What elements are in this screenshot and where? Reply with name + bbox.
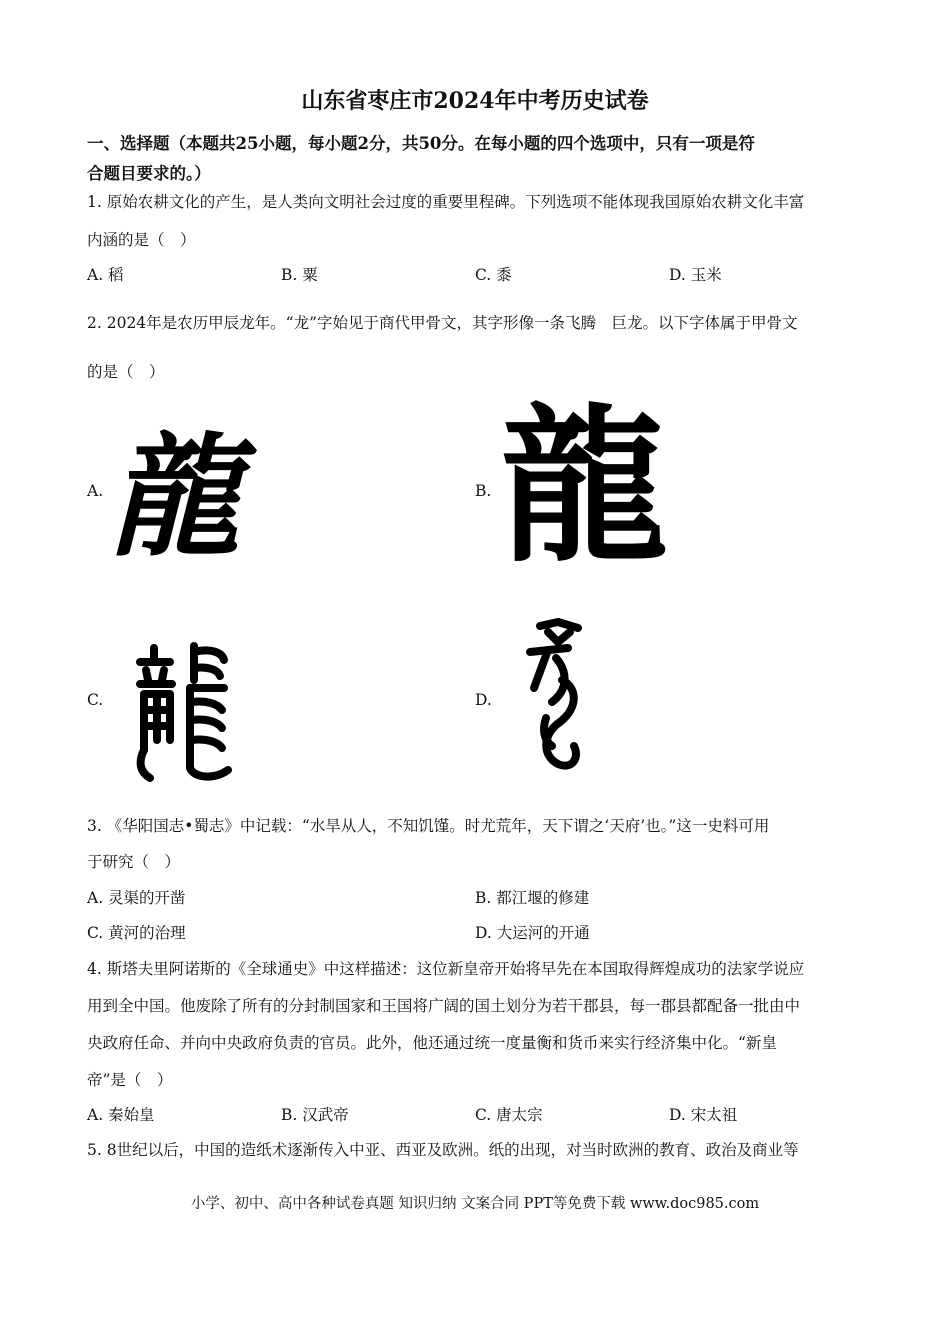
- q2-glyph-c-seal-script-image: [132, 640, 238, 785]
- q2-option-b-label: B.: [475, 482, 492, 500]
- q2-glyph-a: 龍: [108, 421, 240, 575]
- q4-stem-line4: 帝”是（ ）: [87, 1071, 173, 1089]
- q4-option-c: C. 唐太宗: [475, 1106, 543, 1124]
- q2-option-a-label: A.: [87, 482, 104, 500]
- section-heading-line2: 合题目要求的。）: [87, 164, 211, 183]
- page-title: 山东省枣庄市2024年中考历史试卷: [301, 88, 649, 114]
- q2-stem-line2: 的是（ ）: [87, 363, 165, 381]
- q4-stem-line1: 4. 斯塔夫里阿诺斯的《全球通史》中这样描述：这位新皇帝开始将早先在本国取得辉煌成功的法家学说应: [87, 960, 805, 978]
- page-footer: 小学、初中、高中各种试卷真题 知识归纳 文案合同 PPT等免费下载 www.doc985.com: [190, 1196, 760, 1212]
- q2-glyph-b: 龍: [500, 389, 668, 585]
- q1-stem-line2: 内涵的是（ ）: [87, 231, 196, 249]
- q3-stem-line1: 3. 《华阳国志•蜀志》中记载：“水旱从人，不知饥馑。时尤荒年，天下谓之‘天府’也。”这一史料可用: [87, 817, 770, 835]
- q2-option-c-label: C.: [87, 691, 104, 709]
- q3-option-d: D. 大运河的开通: [475, 924, 590, 942]
- q1-option-b: B. 粟: [281, 266, 318, 284]
- q3-option-b: B. 都江堰的修建: [475, 889, 590, 907]
- q1-option-c: C. 黍: [475, 266, 512, 284]
- q3-option-c: C. 黄河的治理: [87, 924, 186, 942]
- q4-option-a: A. 秦始皇: [87, 1106, 155, 1124]
- q4-stem-line2: 用到全中国。他废除了所有的分封制国家和王国将广阔的国土划分为若干郡县，每一郡县都配备一批由中: [87, 997, 801, 1015]
- q2-stem-line1: 2. 2024年是农历甲辰龙年。“龙”字始见于商代甲骨文，其字形像一条飞腾 巨龙。以下字体属于甲骨文: [87, 314, 798, 332]
- q4-option-d: D. 宋太祖: [669, 1106, 738, 1124]
- q1-option-a: A. 稻: [87, 266, 124, 284]
- q1-option-d: D. 玉米: [669, 266, 722, 284]
- q5-stem-line1: 5. 8世纪以后，中国的造纸术逐渐传入中亚、西亚及欧洲。纸的出现，对当时欧洲的教育、政治及商业等: [87, 1141, 799, 1159]
- q2-glyph-d-oracle-bone-image: [522, 618, 592, 783]
- q2-option-d-label: D.: [475, 691, 492, 709]
- section-heading-line1: 一、选择题（本题共25小题，每小题2分，共50分。在每小题的四个选项中，只有一项是符: [87, 134, 755, 153]
- q4-option-b: B. 汉武帝: [281, 1106, 349, 1124]
- q1-stem-line1: 1. 原始农耕文化的产生，是人类向文明社会过度的重要里程碑。下列选项不能体现我国原始农耕文化丰富: [87, 193, 805, 211]
- q4-stem-line3: 央政府任命、并向中央政府负责的官员。此外，他还通过统一度量衡和货币来实行经济集中化。“新皇: [87, 1034, 777, 1052]
- q3-option-a: A. 灵渠的开凿: [87, 889, 186, 907]
- q3-stem-line2: 于研究（ ）: [87, 853, 181, 871]
